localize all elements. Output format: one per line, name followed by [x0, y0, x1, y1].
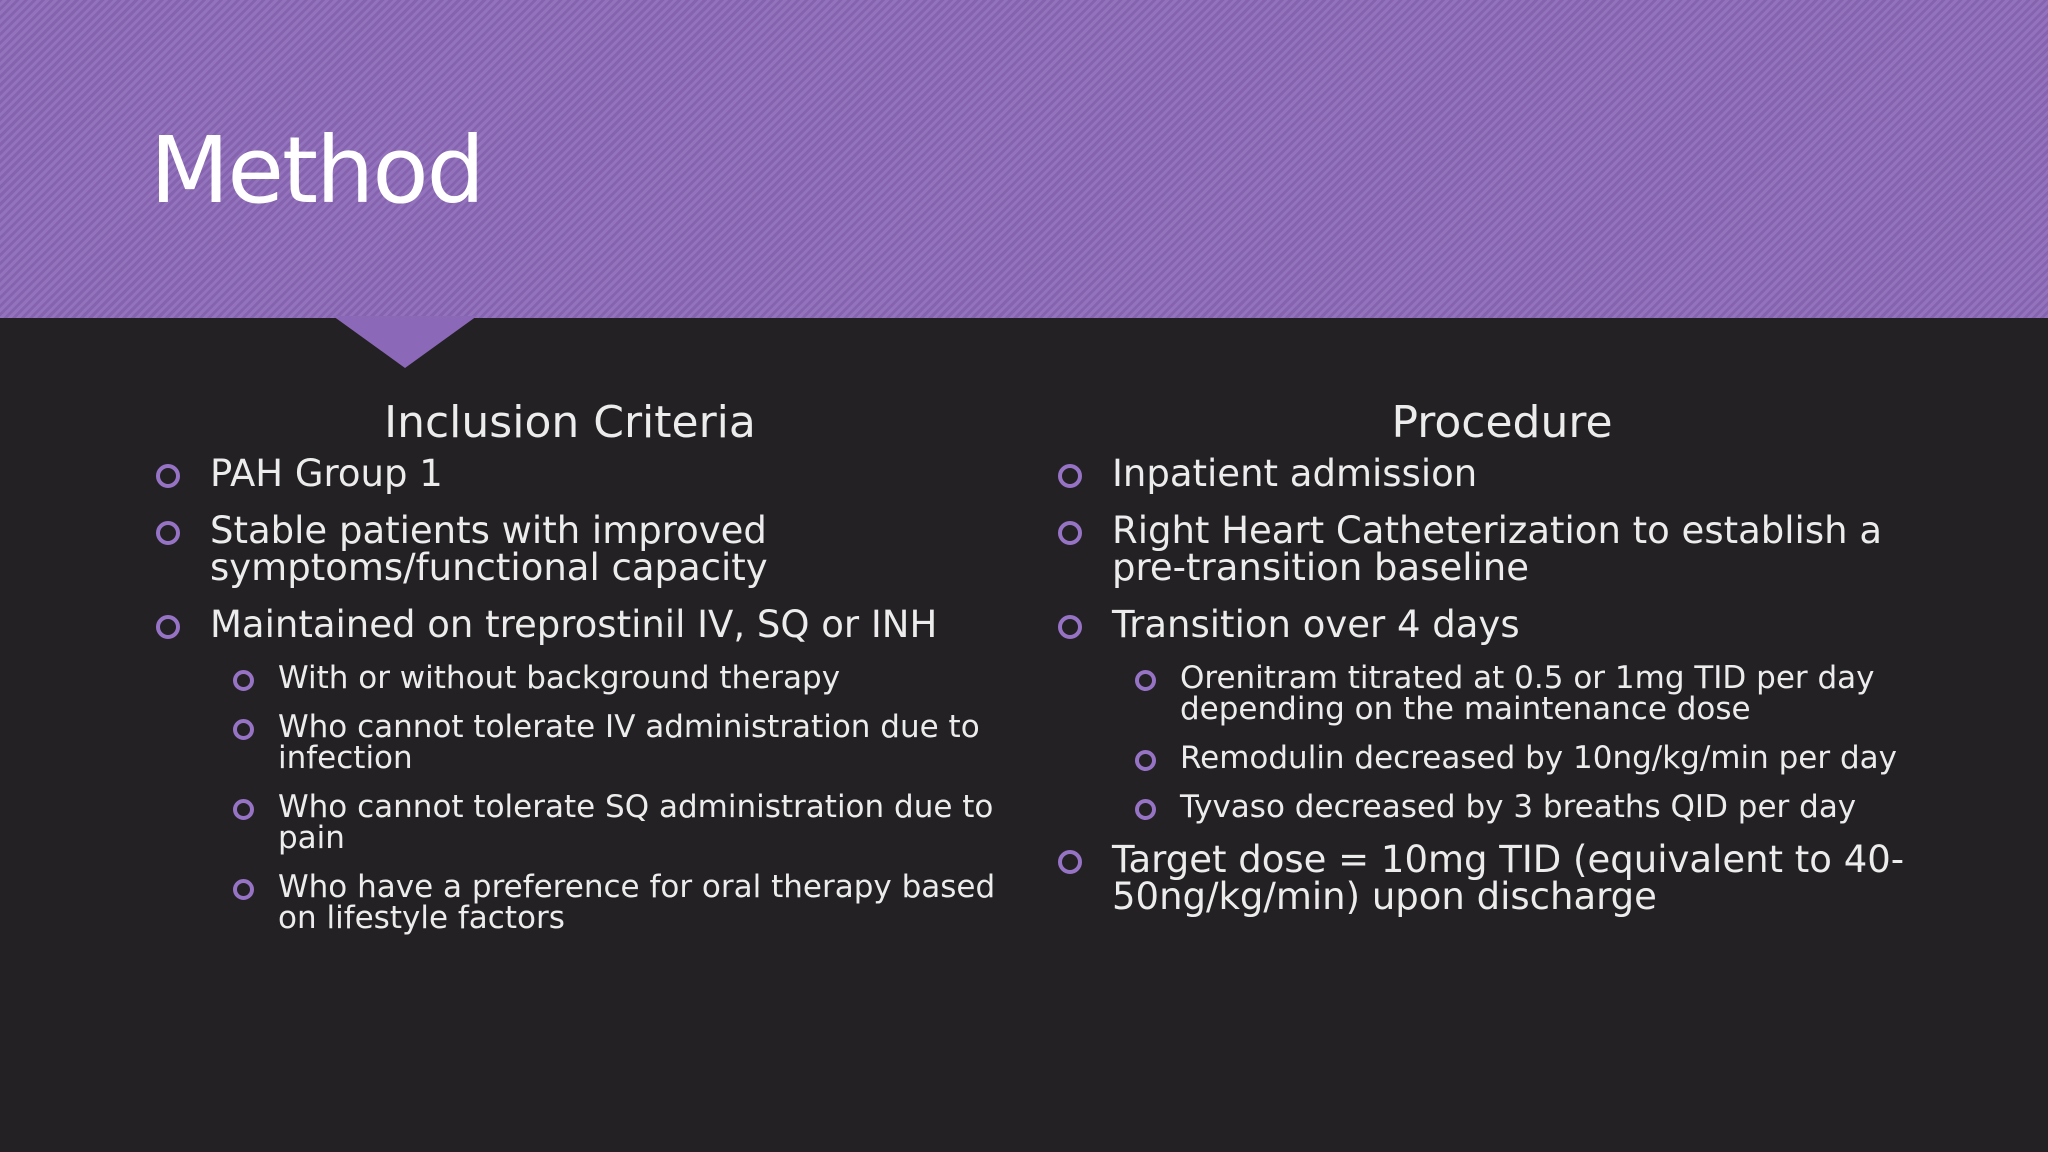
list-item-text: Stable patients with improved symptoms/functional capacity — [210, 508, 768, 589]
circle-bullet-icon — [156, 464, 180, 488]
procedure-heading: Procedure — [1391, 397, 1613, 448]
sub-list-item-text: Tyvaso decreased by 3 breaths QID per day — [1180, 788, 1857, 825]
circle-bullet-icon — [1135, 750, 1156, 771]
header-pointer — [333, 316, 477, 368]
circle-bullet-icon — [233, 799, 254, 820]
inclusion-criteria-column — [150, 398, 1010, 952]
sub-list-item — [150, 788, 1010, 856]
sub-list-item — [150, 659, 1010, 696]
sub-list-item-text: Remodulin decreased by 10ng/kg/min per day — [1180, 739, 1897, 776]
inclusion-criteria-heading: Inclusion Criteria — [384, 397, 756, 448]
list-item — [1052, 451, 1952, 495]
list-item — [1052, 508, 1952, 589]
procedure-list — [1052, 451, 1952, 918]
circle-bullet-icon — [1058, 521, 1082, 545]
sub-list-item-text: Who have a preference for oral therapy based on lifestyle factors — [278, 868, 996, 936]
circle-bullet-icon — [233, 879, 254, 900]
circle-bullet-icon — [1058, 615, 1082, 639]
list-item — [150, 508, 1010, 589]
circle-bullet-icon — [156, 615, 180, 639]
list-item — [1052, 837, 1952, 918]
list-item — [150, 451, 1010, 495]
circle-bullet-icon — [1058, 850, 1082, 874]
list-item — [150, 602, 1010, 646]
list-item-text: Right Heart Catheterization to establish a pre-transition baseline — [1112, 508, 1882, 589]
list-item-text: Target dose = 10mg TID (equivalent to 40-50ng/kg/min) upon discharge — [1112, 837, 1905, 918]
list-item-text: Transition over 4 days — [1112, 602, 1520, 646]
sub-list-item-text: With or without background therapy — [278, 659, 841, 696]
circle-bullet-icon — [233, 670, 254, 691]
sub-list-item — [1052, 739, 1952, 776]
list-item-text: PAH Group 1 — [210, 451, 443, 495]
inclusion-criteria-list — [150, 451, 1010, 936]
slide-title: Method — [150, 117, 484, 224]
list-item-text: Maintained on treprostinil IV, SQ or INH — [210, 602, 938, 646]
circle-bullet-icon — [156, 521, 180, 545]
sub-list-item — [1052, 659, 1952, 727]
circle-bullet-icon — [233, 719, 254, 740]
sub-list-item-text: Who cannot tolerate IV administration due to infection — [278, 708, 980, 776]
sub-list-item — [150, 868, 1010, 936]
circle-bullet-icon — [1058, 464, 1082, 488]
sub-list-item — [1052, 788, 1952, 825]
sub-list-item-text: Who cannot tolerate SQ administration due to pain — [278, 788, 994, 856]
procedure-column — [1052, 398, 1952, 935]
list-item — [1052, 602, 1952, 646]
sub-list-item — [150, 708, 1010, 776]
list-item-text: Inpatient admission — [1112, 451, 1478, 495]
circle-bullet-icon — [1135, 670, 1156, 691]
sub-list-item-text: Orenitram titrated at 0.5 or 1mg TID per day depending on the maintenance dose — [1180, 659, 1875, 727]
circle-bullet-icon — [1135, 799, 1156, 820]
